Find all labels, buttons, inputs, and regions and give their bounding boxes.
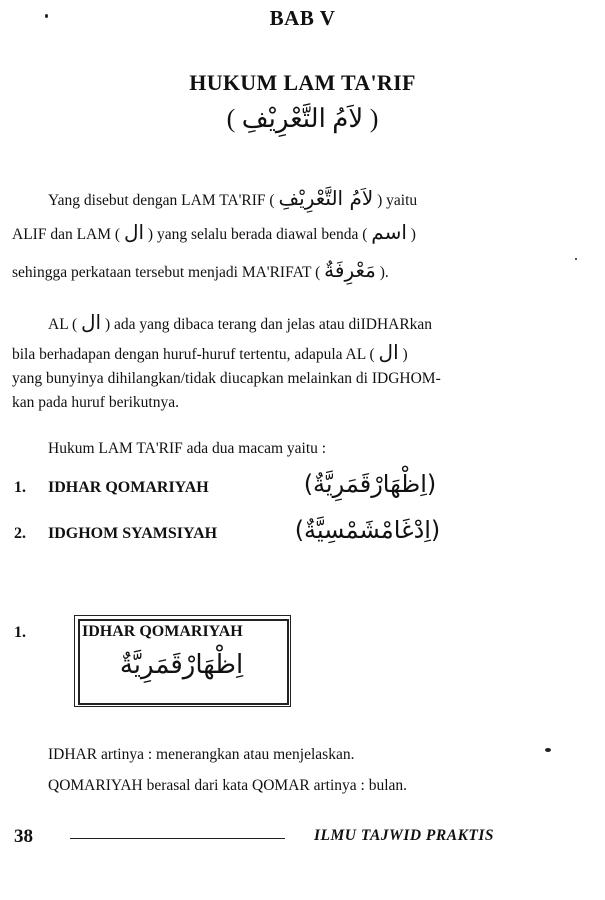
p1-arabic-lam-tarif: لاَمُ التَّعْرِيْفِ — [278, 186, 374, 210]
list-number-2: 2. — [14, 525, 26, 542]
footer-rule — [70, 838, 285, 839]
list-arabic-idhar-qomariyah: (اِظْهَارْقَمَرِيَّةٌ) — [303, 470, 437, 498]
p2-arabic-al-1: ال — [81, 310, 102, 334]
title-arabic: ( لاَمُ التَّعْرِيْفِ ) — [226, 104, 379, 133]
chapter-heading: BAB V — [269, 6, 336, 30]
section-box-title: IDHAR QOMARIYAH — [82, 623, 243, 640]
paragraph-line-2 — [12, 220, 512, 248]
p2-text-c: bila berhadapan dengan huruf-huruf tertentu, adapula AL ( — [12, 346, 375, 363]
p1-text-a: Yang disebut dengan LAM TA'RIF ( — [48, 192, 275, 209]
p1-text-e: ) — [410, 226, 416, 243]
p2-text-a: AL ( — [48, 316, 78, 333]
scan-speck — [45, 14, 48, 18]
list-number-1: 1. — [14, 479, 26, 496]
running-title: ILMU TAJWID PRAKTIS — [314, 827, 495, 844]
p1-arabic-ism: اسم — [371, 220, 407, 244]
p1-arabic-marifah: مَعْرِفَةٌ — [324, 258, 376, 282]
paragraph-lam-tarif-definition — [12, 186, 512, 214]
page-number: 38 — [14, 826, 33, 847]
scan-speck — [545, 748, 551, 752]
p1-text-b: ) yaitu — [377, 192, 418, 209]
p1-text-g: ). — [379, 264, 389, 281]
p2-text-b: ) ada yang dibaca terang dan jelas atau diIDHARkan — [104, 316, 433, 333]
list-label-idhar-qomariyah: IDHAR QOMARIYAH — [48, 479, 209, 496]
paragraph-al-rules-line-2 — [12, 340, 512, 368]
paragraph-al-rules — [12, 310, 512, 338]
definition-idhar: IDHAR artinya : menerangkan atau menjelaskan. — [48, 746, 355, 763]
p1-text-c: ALIF dan LAM ( — [12, 226, 121, 243]
p2-arabic-al-2: ال — [378, 340, 399, 364]
definition-qomariyah: QOMARIYAH berasal dari kata QOMAR artinya : bulan. — [48, 777, 408, 794]
p1-text-d: ) yang selalu berada diawal benda ( — [147, 226, 368, 243]
list-arabic-idghom-syamsiyah: (اِدْغَامْشَمْسِيَّةٌ) — [294, 516, 441, 544]
section-number: 1. — [14, 624, 26, 641]
page-title: HUKUM LAM TA'RIF — [189, 70, 416, 95]
types-intro: Hukum LAM TA'RIF ada dua macam yaitu : — [48, 440, 327, 457]
list-label-idghom-syamsiyah: IDGHOM SYAMSIYAH — [48, 525, 218, 542]
p1-text-f: sehingga perkataan tersebut menjadi MA'RIFAT ( — [12, 264, 321, 281]
scan-speck — [575, 258, 577, 260]
paragraph-line-3 — [12, 258, 512, 286]
p2-text-d: ) — [402, 346, 408, 363]
section-box-arabic: اِظْهَارْقَمَرِيَّةٌ — [119, 650, 244, 680]
paragraph-al-rules-line-3: yang bunyinya dihilangkan/tidak diucapkan melainkan di IDGHOM- — [12, 370, 441, 387]
p1-arabic-al: ال — [123, 220, 145, 244]
paragraph-al-rules-line-4: kan pada huruf berikutnya. — [12, 394, 179, 411]
